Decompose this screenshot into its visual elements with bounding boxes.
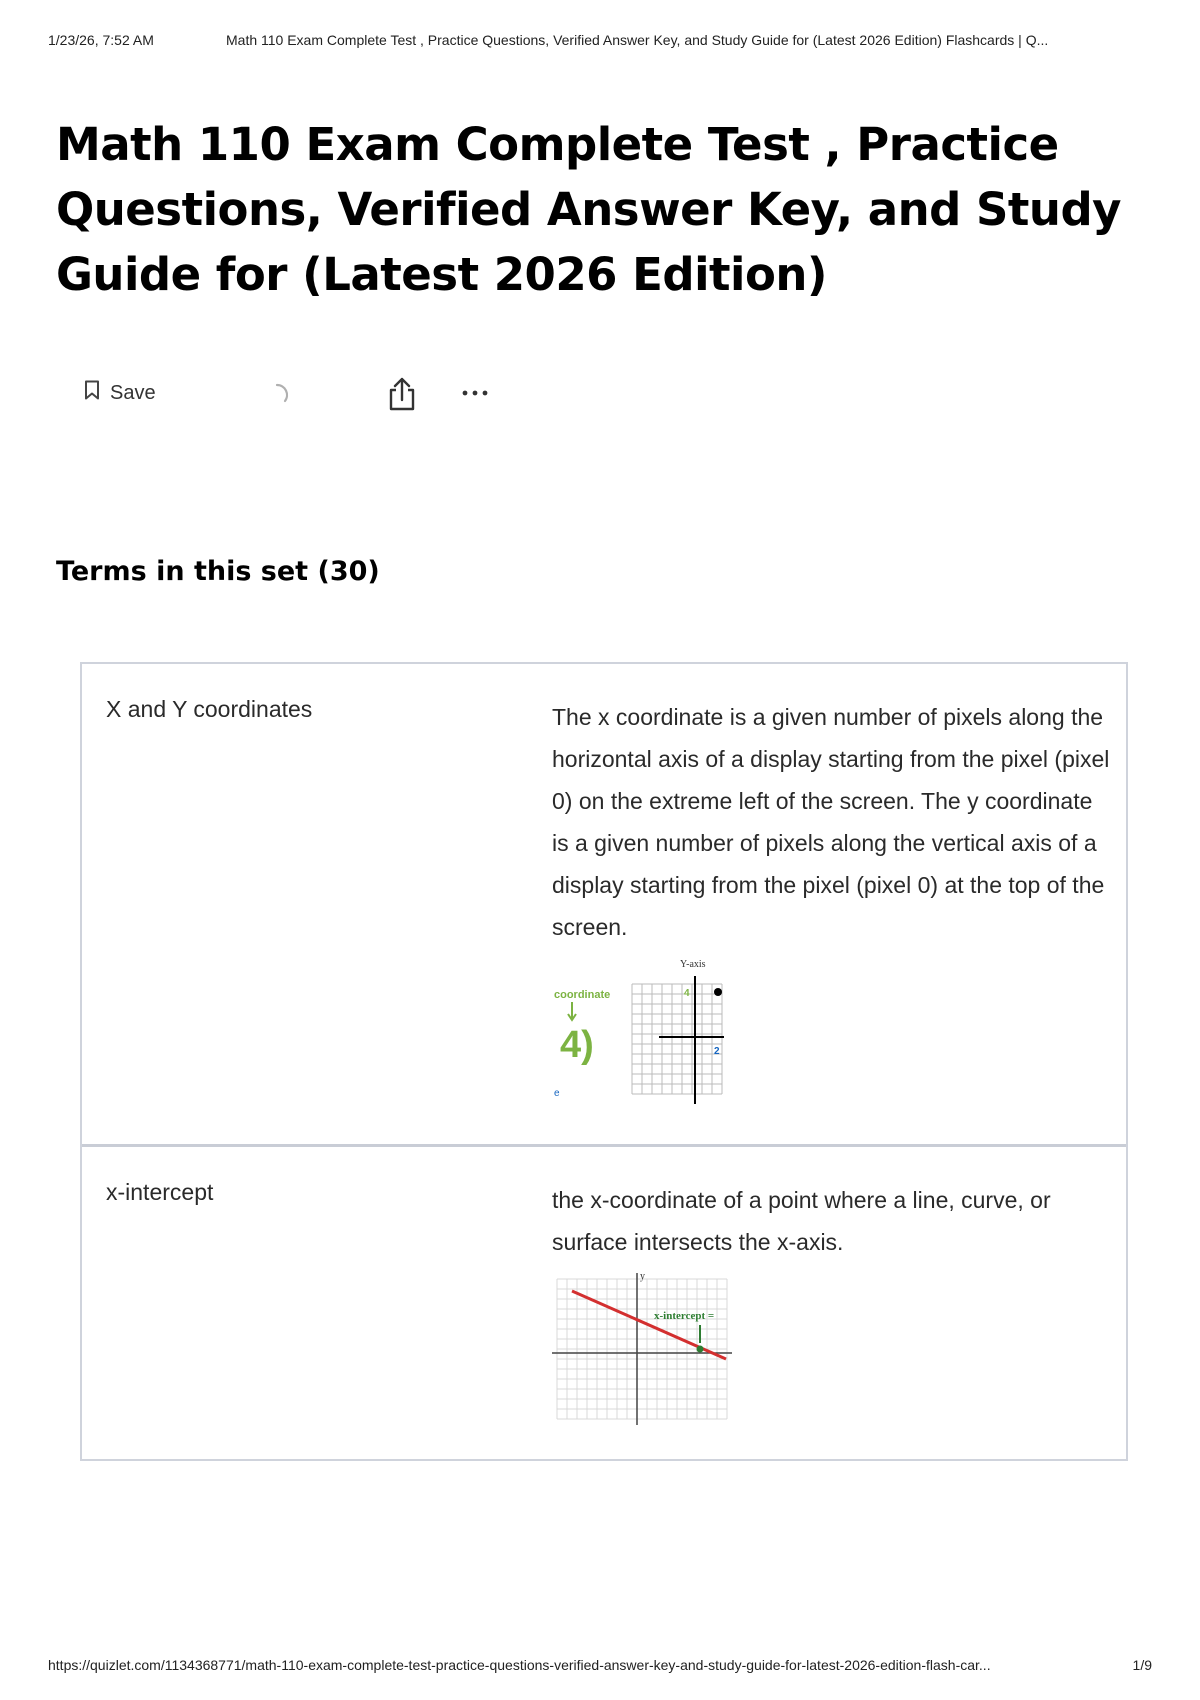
grid-y-label: 2 xyxy=(714,1046,720,1057)
save-label: Save xyxy=(110,381,156,404)
grid-lines xyxy=(632,984,722,1094)
loading-spinner-icon xyxy=(264,382,290,413)
page-title: Math 110 Exam Complete Test , Practice Questions, Verified Answer Key, and Study Guide for (Latest 2026 Edition) xyxy=(56,118,1122,301)
print-title: Math 110 Exam Complete Test , Practice Questions, Verified Answer Key, and Study Guide for (Latest 2026 Edition) Flashcards | Q... xyxy=(226,32,1049,48)
y-axis-label: y xyxy=(640,1271,645,1282)
big-number: 4) xyxy=(560,1024,594,1066)
bookmark-icon xyxy=(84,380,100,406)
term-text: x-intercept xyxy=(106,1179,214,1205)
term-text: X and Y coordinates xyxy=(106,696,313,722)
term-row xyxy=(82,1147,1126,1459)
x-intercept-graph-image xyxy=(552,1269,742,1434)
print-header xyxy=(48,32,1152,48)
more-icon xyxy=(460,380,490,406)
more-options-button[interactable] xyxy=(460,380,490,411)
coordinate-grid-image xyxy=(552,954,742,1129)
axis-label: Y-axis xyxy=(680,959,706,970)
definition-text: the x-coordinate of a point where a line, curve, or surface intersects the x-axis. xyxy=(552,1187,1051,1255)
grid-x-label: 4 xyxy=(684,988,690,999)
term-row xyxy=(82,664,1126,1147)
intercept-label: x-intercept = xyxy=(654,1310,715,1322)
small-mark: e xyxy=(554,1088,560,1099)
page-url: https://quizlet.com/1134368771/math-110-exam-complete-test-practice-questions-verified-answer-key-and-study-guide-for-latest-2026-edition-flash-car... xyxy=(48,1657,991,1673)
page-number: 1/9 xyxy=(1132,1657,1152,1673)
definition-text: The x coordinate is a given number of pixels along the horizontal axis of a display starting from the pixel (pixel 0) on the extreme left of the screen. The y coordinate is a given number of pixels along the vertical axis of a display starting from the pixel (pixel 0) at the top of the screen. xyxy=(552,704,1110,940)
share-button[interactable] xyxy=(386,376,418,417)
save-button[interactable] xyxy=(84,380,156,406)
plotted-point xyxy=(714,988,722,996)
print-footer xyxy=(48,1657,1152,1673)
print-date: 1/23/26, 7:52 AM xyxy=(48,32,154,48)
share-icon xyxy=(386,376,418,412)
terms-heading: Terms in this set (30) xyxy=(56,556,380,587)
intercept-point xyxy=(697,1346,704,1353)
terms-table xyxy=(80,662,1128,1461)
coordinate-label: coordinate xyxy=(554,989,611,1001)
